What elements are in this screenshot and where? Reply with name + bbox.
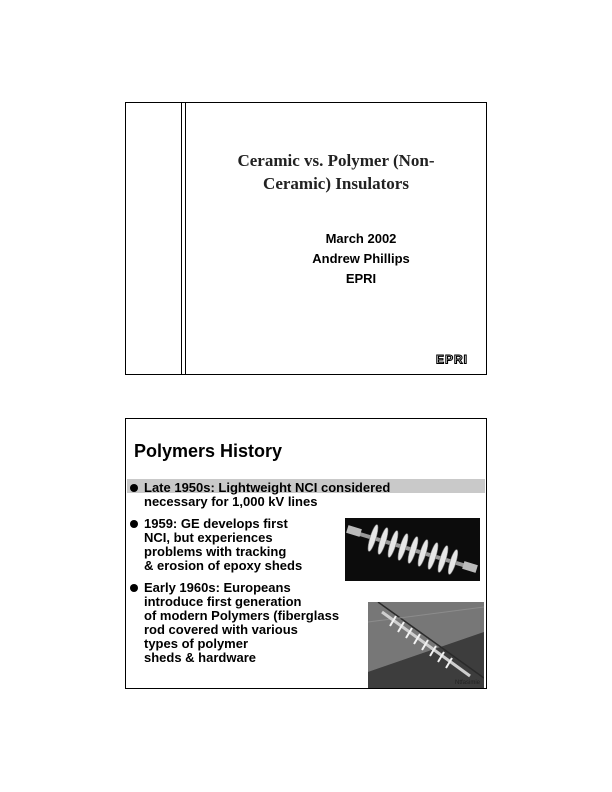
presentation-date: March 2002 [325,231,397,246]
slide-title-line: Ceramic vs. Polymer (Non- [237,151,435,170]
vertical-rule [181,103,182,374]
slide-title-line: Ceramic) Insulators [263,174,409,193]
epri-logo-icon [426,353,478,365]
vertical-rule [185,103,186,374]
bullet-text: 1959: GE develops first [144,516,288,531]
bullet-icon [130,584,138,592]
insulator-icon [345,518,480,581]
bullet-text: Early 1960s: Europeans [144,580,291,595]
bullet-text: introduce first generation [144,594,302,609]
bullet-text: Late 1950s: Lightweight NCI considered [144,480,391,495]
installed-insulator-icon [368,602,484,688]
title-slide [125,102,487,375]
history-slide [125,418,487,689]
photo-caption: Ntfasimie [454,680,480,686]
bullet-text: types of polymer [144,636,249,651]
installed-insulator-photo [368,602,484,688]
bullet-icon [130,484,138,492]
logo-text: EPRI [435,353,469,365]
polymer-insulator-photo [345,518,480,581]
bullet-text: & erosion of epoxy sheds [144,558,303,573]
bullet-icon [130,520,138,528]
bullet-text: problems with tracking [144,544,287,559]
slide-title [206,149,466,195]
bullet-text: NCI, but experiences [144,530,273,545]
bullet-text: of modern Polymers (fiberglass [144,608,340,623]
bullet-text: necessary for 1,000 kV lines [144,494,318,509]
bullet-text: sheds & hardware [144,650,256,665]
author-name: Andrew Phillips [312,251,410,266]
bullet-text: rod covered with various [144,622,298,637]
slide-heading: Polymers History [134,441,283,461]
organization-name: EPRI [345,271,377,286]
